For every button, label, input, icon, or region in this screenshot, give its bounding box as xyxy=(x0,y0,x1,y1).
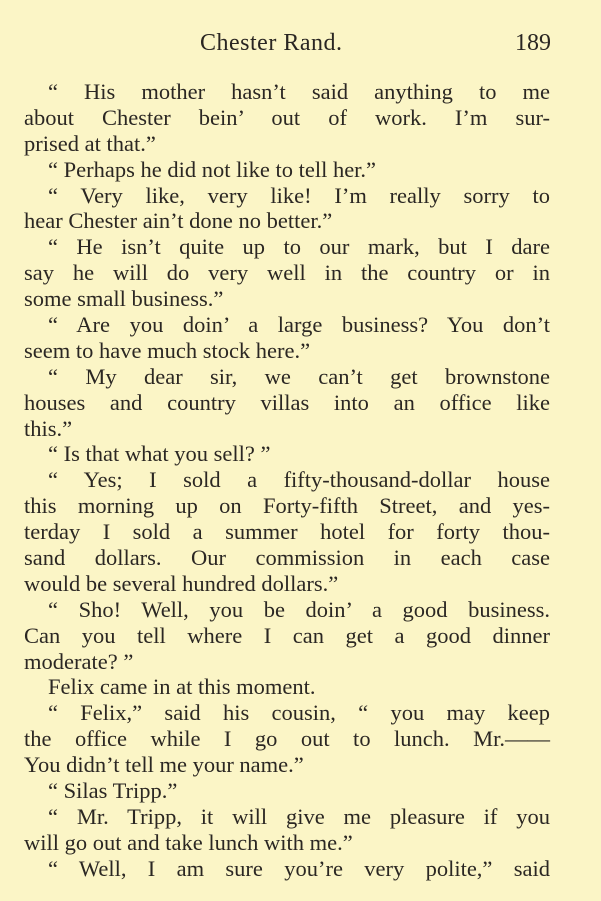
text-line: “ My dear sir, we can’t get brownstone xyxy=(48,363,550,389)
text-line: “ Perhaps he did not like to tell her.” xyxy=(48,156,377,182)
text-line: some small business.” xyxy=(24,286,224,312)
text-line: “ He isn’t quite up to our mark, but I dare xyxy=(48,234,550,260)
text-line: will go out and take lunch with me.” xyxy=(24,829,353,855)
text-line: “ Mr. Tripp, it will give me pleasure if you xyxy=(48,803,550,829)
body-text xyxy=(24,79,550,882)
text-line: say he will do very well in the country or in xyxy=(24,260,550,286)
text-line: “ Well, I am sure you’re very polite,” said xyxy=(48,855,550,881)
text-line: terday I sold a summer hotel for forty thou- xyxy=(24,519,550,545)
text-line: the office while I go out to lunch. Mr.—— xyxy=(24,726,550,752)
text-line: moderate? ” xyxy=(24,648,134,674)
text-line: sand dollars. Our commission in each case xyxy=(24,545,550,571)
text-line: houses and country villas into an office like xyxy=(24,389,550,415)
text-line: “ Sho! Well, you be doin’ a good business. xyxy=(48,596,550,622)
page-number: 189 xyxy=(515,30,551,56)
text-line: Can you tell where I can get a good dinner xyxy=(24,622,550,648)
text-line: “ His mother hasn’t said anything to me xyxy=(48,79,550,104)
text-line: prised at that.” xyxy=(24,130,156,156)
text-line: this morning up on Forty-fifth Street, and yes- xyxy=(24,493,550,519)
page-header xyxy=(0,30,601,64)
running-title: Chester Rand. xyxy=(200,30,343,56)
text-line: about Chester bein’ out of work. I’m sur- xyxy=(24,104,550,130)
text-line: “ Is that what you sell? ” xyxy=(48,441,271,467)
text-line: “ Yes; I sold a fifty-thousand-dollar house xyxy=(48,467,550,493)
text-line: Felix came in at this moment. xyxy=(48,674,316,700)
text-line: “ Very like, very like! I’m really sorry to xyxy=(48,182,550,208)
text-line: would be several hundred dollars.” xyxy=(24,570,339,596)
text-line: You didn’t tell me your name.” xyxy=(24,752,304,778)
text-line: “ Silas Tripp.” xyxy=(48,778,178,804)
text-line: “ Are you doin’ a large business? You don’t xyxy=(48,312,550,338)
text-line: “ Felix,” said his cousin, “ you may keep xyxy=(48,700,550,726)
text-line: seem to have much stock here.” xyxy=(24,337,311,363)
text-line: hear Chester ain’t done no better.” xyxy=(24,208,333,234)
text-line: this.” xyxy=(24,415,73,441)
